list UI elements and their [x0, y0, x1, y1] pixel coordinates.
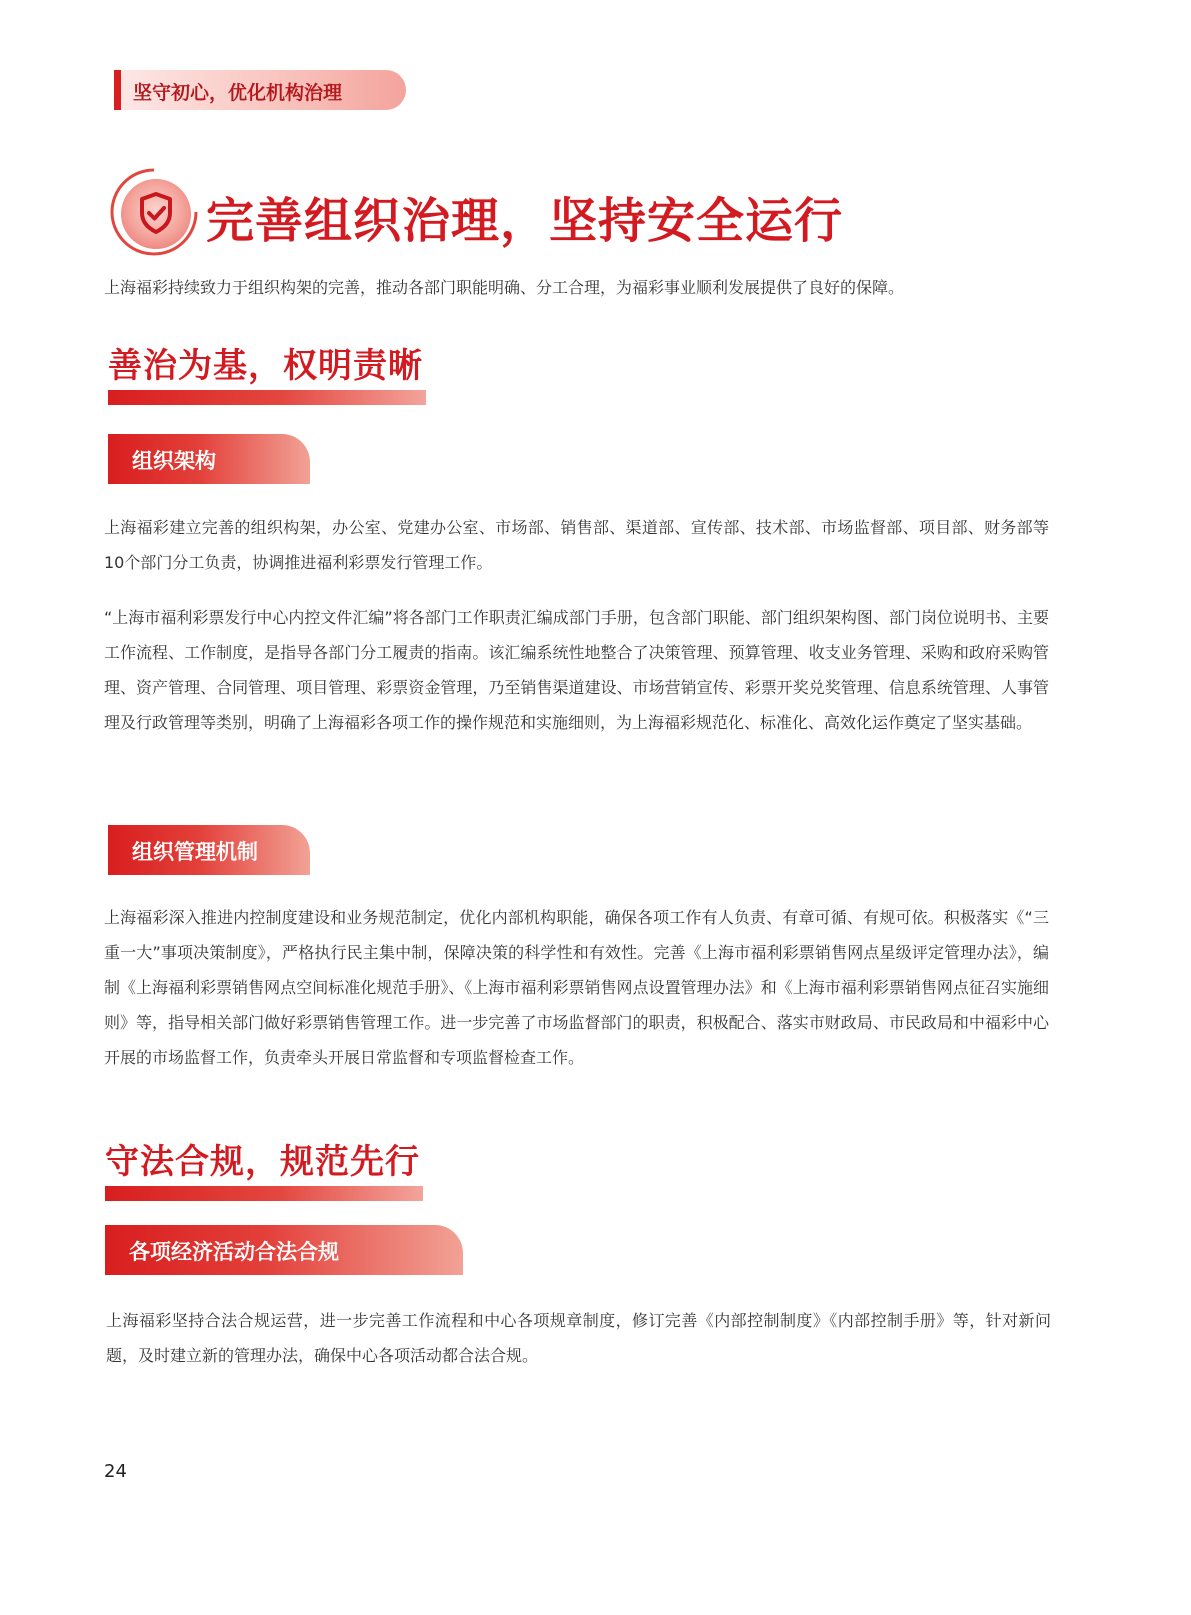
sub-tag-org-mechanism	[108, 825, 310, 875]
section-title-1: 善治为基，权明责晰	[108, 346, 423, 386]
sub-tag-label: 组织架构	[132, 449, 216, 473]
intro-paragraph: 上海福彩持续致力于组织构架的完善，推动各部门职能明确、分工合理，为福彩事业顺利发展提供了良好的保障。	[104, 278, 905, 297]
chapter-tag-label: 坚守初心，优化机构治理	[133, 82, 343, 104]
section-underline-1	[108, 390, 426, 405]
section-title-2: 守法合规，规范先行	[105, 1142, 420, 1182]
section-heading-2	[105, 1134, 435, 1204]
paragraph-org-structure-2: “上海市福利彩票发行中心内控文件汇编”将各部门工作职责汇编成部门手册，包含部门职能、部门组织架构图、部门岗位说明书、主要工作流程、工作制度，是指导各部门分工履责的指南。该汇编系统性地整合了决策管理、预算管理、收支业务管理、采购和政府采购管理、资产管理、合同管理、项目管理、彩票资金管理，乃至销售渠道建设、市场营销宣传、彩票开奖兑奖管理、信息系统管理、人事管理及行政管理等类别，明确了上海福彩各项工作的操作规范和实施细则，为上海福彩规范化、标准化、高效化运作奠定了坚实基础。	[104, 608, 1049, 732]
paragraph-compliance: 上海福彩坚持合法合规运营，进一步完善工作流程和中心各项规章制度，修订完善《内部控制制度》《内部控制手册》等，针对新问题，及时建立新的管理办法，确保中心各项活动都合法合规。	[106, 1311, 1051, 1365]
paragraph-org-structure-1: 上海福彩建立完善的组织构架，办公室、党建办公室、市场部、销售部、渠道部、宣传部、技术部、市场监督部、项目部、财务部等10个部门分工负责，协调推进福利彩票发行管理工作。	[104, 518, 1049, 572]
sub-tag-label: 组织管理机制	[132, 840, 258, 864]
sub-tag-label: 各项经济活动合法合规	[129, 1240, 339, 1264]
main-title: 完善组织治理，坚持安全运行	[206, 193, 844, 249]
paragraph-org-mechanism: 上海福彩深入推进内控制度建设和业务规范制定，优化内部机构职能，确保各项工作有人负责、有章可循、有规可依。积极落实《“三重一大”事项决策制度》，严格执行民主集中制，保障决策的科学性和有效性。完善《上海市福利彩票销售网点星级评定管理办法》，编制《上海福利彩票销售网点空间标准化规范手册》、《上海市福利彩票销售网点设置管理办法》和《上海市福利彩票销售网点征召实施细则》等，指导相关部门做好彩票销售管理工作。进一步完善了市场监督部门的职责，积极配合、落实市财政局、市民政局和中福彩中心开展的市场监督工作，负责牵头开展日常监督和专项监督检查工作。	[104, 908, 1049, 1067]
main-heading	[104, 164, 864, 264]
chapter-tag	[114, 70, 406, 110]
shield-check-icon	[108, 166, 200, 258]
section-heading-1	[108, 338, 438, 408]
section-underline-2	[105, 1186, 423, 1201]
sub-tag-org-structure	[108, 434, 310, 484]
page-number: 24	[104, 1461, 127, 1482]
sub-tag-compliance	[105, 1225, 463, 1275]
